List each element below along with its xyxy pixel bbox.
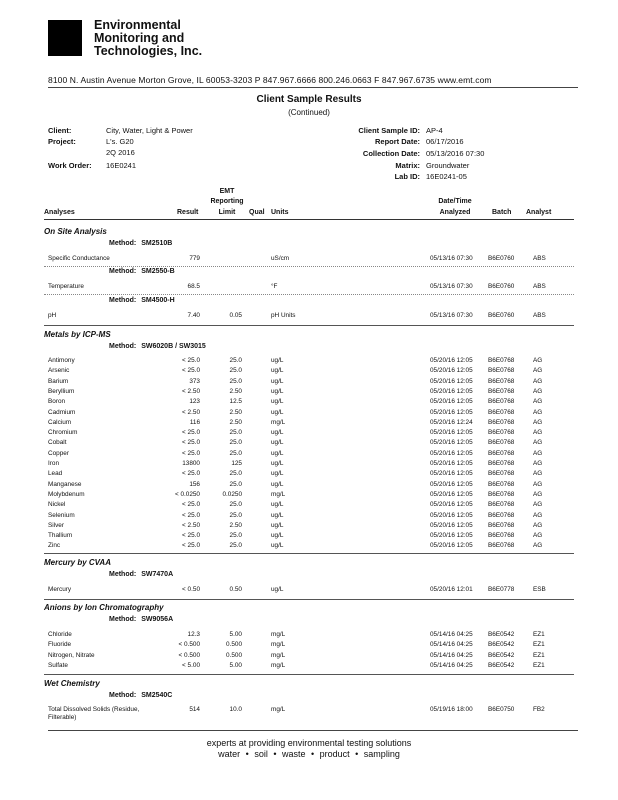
col-head-analyzed: Analyzed (439, 209, 471, 216)
company-name-line1: Environmental (94, 18, 181, 32)
method-label: Method: (109, 297, 137, 304)
analyte-result: 373 (189, 377, 200, 385)
analyte-units: ug/L (271, 542, 284, 550)
analyte-units: ug/L (271, 470, 284, 478)
table-row (0, 501, 618, 511)
analyte-batch: B6E0768 (488, 460, 515, 467)
section-divider (44, 599, 574, 600)
table-row (0, 491, 618, 501)
analyte-limit: 12.5 (229, 398, 242, 406)
method-label: Method: (109, 616, 137, 623)
project-value: L's. G20 (106, 137, 134, 146)
analyte-batch: B6E0768 (488, 367, 515, 375)
analyte-result: < 25.0 (182, 357, 200, 364)
analyte-analyst: AG (533, 418, 543, 426)
analyte-name: Selenium (48, 511, 75, 519)
analyte-analyst: ABS (533, 283, 546, 290)
analyte-name: Chromium (48, 429, 78, 437)
analyte-result: 68.5 (187, 283, 200, 290)
analyte-batch: B6E0768 (488, 542, 515, 550)
analyte-units: ug/L (271, 521, 284, 529)
table-row (0, 388, 618, 398)
analyte-name: Thallium (48, 532, 73, 540)
analyte-date: 05/20/16 12:05 (430, 501, 473, 509)
analyte-batch: B6E0768 (488, 449, 515, 457)
table-row (0, 429, 618, 439)
analyte-analyst: FB2 (533, 706, 545, 713)
analyte-batch: B6E0768 (488, 480, 515, 488)
analyte-units: ug/L (271, 377, 284, 385)
analyte-name: Iron (48, 460, 60, 467)
analyte-result: 12.3 (187, 631, 200, 638)
analyte-name: Arsenic (48, 367, 70, 375)
analyte-analyst: AG (533, 460, 543, 467)
analyte-limit: 125 (231, 460, 242, 467)
col-head-datetime: Date/Time (438, 198, 472, 205)
company-name (94, 19, 202, 58)
analyte-date: 05/20/16 12:05 (430, 532, 473, 540)
client-value: City, Water, Light & Power (106, 126, 193, 135)
footer-divider (48, 730, 578, 731)
method-value: SW9056A (141, 616, 174, 623)
analyte-units: ug/L (271, 429, 284, 437)
analyte-result: < 5.00 (182, 661, 200, 669)
analyte-units: ug/L (271, 586, 284, 593)
analyte-units: mg/L (271, 631, 286, 638)
method-label: Method: (109, 240, 137, 247)
analyte-result: < 25.0 (182, 470, 200, 478)
analyte-limit: 25.0 (229, 439, 242, 447)
analyte-name: Fluoride (48, 641, 72, 649)
analyte-name: Antimony (48, 357, 75, 364)
analyte-name: Mercury (48, 586, 72, 593)
analyte-result: < 2.50 (182, 387, 200, 395)
analyte-limit: 25.0 (229, 532, 242, 540)
table-row (0, 512, 618, 522)
method-line (109, 692, 172, 699)
method-label: Method: (109, 268, 137, 275)
analyte-units: mg/L (271, 490, 286, 498)
table-row (0, 357, 618, 367)
analyte-result: 779 (189, 255, 200, 262)
footer-tagline: experts at providing environmental testing solutions (206, 738, 412, 748)
table-row (0, 522, 618, 532)
matrix-value: Groundwater (426, 161, 470, 170)
analyte-name: Calcium (48, 418, 72, 426)
table-row (0, 631, 618, 641)
analyte-batch: B6E0768 (488, 398, 515, 406)
analyte-name-continued: Filterable) (48, 714, 77, 721)
analyte-batch: B6E0768 (488, 357, 515, 364)
workorder-label: Work Order: (48, 161, 92, 170)
analyte-date: 05/14/16 04:25 (430, 651, 473, 659)
analyte-date: 05/20/16 12:05 (430, 398, 473, 406)
analyte-units: ug/L (271, 357, 284, 364)
col-head-limit: Limit (218, 209, 236, 216)
analyte-limit: 0.50 (229, 586, 242, 593)
analyte-analyst: AG (533, 429, 543, 437)
analyte-analyst: AG (533, 357, 543, 364)
analyte-analyst: AG (533, 408, 543, 416)
analyte-batch: B6E0768 (488, 470, 515, 478)
analyte-batch: B6E0768 (488, 511, 515, 519)
analyte-batch: B6E0768 (488, 532, 515, 540)
column-header-divider (44, 219, 574, 220)
analyte-result: < 25.0 (182, 449, 200, 457)
lab-id-label: Lab ID: (394, 172, 420, 181)
analyte-units: mg/L (271, 651, 286, 659)
analyte-date: 05/20/16 12:01 (430, 586, 473, 593)
analyte-date: 05/13/16 07:30 (430, 312, 473, 319)
analyte-units: ug/L (271, 460, 284, 467)
col-head-analyses: Analyses (44, 209, 75, 216)
analyte-name: Cadmium (48, 408, 76, 416)
section-title-onsite: On Site Analysis (44, 227, 107, 236)
table-row (0, 481, 618, 491)
analyte-analyst: AG (533, 542, 543, 550)
analyte-limit: 10.0 (229, 706, 242, 713)
analyte-units: ug/L (271, 398, 284, 406)
method-value: SM2550-B (141, 268, 175, 275)
company-name-line2: Monitoring and (94, 31, 185, 45)
report-date-value: 06/17/2016 (426, 137, 464, 146)
analyte-batch: B6E0768 (488, 418, 515, 426)
method-value: SW7470A (141, 571, 174, 578)
table-row (0, 367, 618, 377)
analyte-units: mg/L (271, 661, 286, 669)
col-head-result: Result (177, 209, 199, 216)
analyte-limit: 2.50 (229, 418, 242, 426)
analyte-batch: B6E0768 (488, 501, 515, 509)
company-address: 8100 N. Austin Avenue Morton Grove, IL 60053-3203 P 847.967.6666 800.246.0663 F 847.967.6735 www.emt.com (48, 75, 492, 85)
col-head-reporting: Reporting (210, 198, 244, 205)
analyte-name: Nitrogen, Nitrate (48, 651, 95, 659)
analyte-name: Barium (48, 377, 69, 385)
table-row (0, 312, 618, 322)
analyte-result: < 25.0 (182, 429, 200, 437)
analyte-name: Sulfate (48, 661, 68, 669)
analyte-units: uS/cm (271, 255, 290, 262)
method-line (109, 268, 175, 275)
analyte-batch: B6E0768 (488, 521, 515, 529)
analyte-analyst: AG (533, 480, 543, 488)
analyte-analyst: AG (533, 387, 543, 395)
table-row (0, 662, 618, 672)
analyte-batch: B6E0760 (488, 283, 515, 290)
analyte-result: 156 (189, 480, 200, 488)
analyte-limit: 2.50 (229, 387, 242, 395)
analyte-date: 05/13/16 07:30 (430, 255, 473, 262)
analyte-name: Cobalt (48, 439, 67, 447)
analyte-batch: B6E0768 (488, 377, 515, 385)
col-head-batch: Batch (492, 209, 512, 216)
analyte-date: 05/14/16 04:25 (430, 661, 473, 669)
analyte-name: Silver (48, 521, 64, 529)
table-row (0, 378, 618, 388)
analyte-date: 05/20/16 12:05 (430, 511, 473, 519)
section-title-wetchem: Wet Chemistry (44, 679, 100, 688)
analyte-result: < 0.50 (182, 586, 200, 593)
method-value: SM2510B (141, 240, 173, 247)
table-row (0, 255, 618, 265)
col-head-analyst: Analyst (526, 209, 552, 216)
sample-id-label: Client Sample ID: (358, 126, 420, 135)
analyte-date: 05/20/16 12:05 (430, 439, 473, 447)
project-label: Project: (48, 137, 76, 146)
analyte-name: Lead (48, 470, 63, 478)
analyte-limit: 5.00 (229, 631, 242, 638)
analyte-units: mg/L (271, 641, 286, 649)
section-divider (44, 553, 574, 554)
analyte-batch: B6E0542 (488, 651, 515, 659)
method-value: SW6020B / SW3015 (141, 343, 206, 350)
company-logo (48, 20, 82, 56)
analyte-analyst: AG (533, 490, 543, 498)
analyte-date: 05/20/16 12:05 (430, 357, 473, 364)
table-row (0, 532, 618, 542)
analyte-units: ug/L (271, 408, 284, 416)
collection-date-value: 05/13/2016 07:30 (426, 149, 485, 158)
analyte-date: 05/20/16 12:05 (430, 387, 473, 395)
analyte-units: ug/L (271, 532, 284, 540)
analyte-name: Specific Conductance (48, 255, 110, 262)
analyte-analyst: EZ1 (533, 641, 545, 649)
analyte-analyst: ABS (533, 255, 546, 262)
analyte-result: < 25.0 (182, 542, 200, 550)
company-name-line3: Technologies, Inc. (94, 44, 203, 58)
method-line (109, 297, 175, 304)
analyte-units: ug/L (271, 501, 284, 509)
collection-date-label: Collection Date: (362, 149, 420, 158)
method-value: SM2540C (141, 692, 173, 699)
analyte-limit: 2.50 (229, 408, 242, 416)
project-period: 2Q 2016 (106, 148, 135, 157)
analyte-date: 05/14/16 04:25 (430, 641, 473, 649)
analyte-analyst: ESB (533, 586, 546, 593)
method-line (109, 571, 173, 578)
analyte-result: 123 (189, 398, 200, 406)
analyte-batch: B6E0750 (488, 706, 515, 713)
analyte-limit: 0.500 (226, 651, 242, 659)
method-label: Method: (109, 343, 137, 350)
analyte-limit: 25.0 (229, 511, 242, 519)
analyte-result: < 0.500 (178, 641, 200, 649)
footer-services: water • soil • waste • product • sampling (218, 749, 400, 759)
analyte-limit: 25.0 (229, 501, 242, 509)
report-title: Client Sample Results (256, 94, 362, 105)
analyte-limit: 25.0 (229, 470, 242, 478)
table-row (0, 419, 618, 429)
analyte-batch: B6E0768 (488, 387, 515, 395)
analyte-units: ug/L (271, 387, 284, 395)
analyte-analyst: AG (533, 511, 543, 519)
report-subtitle: (Continued) (288, 108, 330, 117)
analyte-name: Copper (48, 449, 69, 457)
table-row (0, 542, 618, 552)
analyte-analyst: EZ1 (533, 661, 545, 669)
analyte-date: 05/20/16 12:05 (430, 429, 473, 437)
analyte-batch: B6E0542 (488, 631, 515, 638)
table-row (0, 460, 618, 470)
analyte-analyst: EZ1 (533, 631, 545, 638)
workorder-value: 16E0241 (106, 161, 137, 170)
table-row (0, 470, 618, 480)
col-head-emt: EMT (219, 188, 235, 195)
analyte-batch: B6E0542 (488, 641, 515, 649)
section-title-anions: Anions by Ion Chromatography (44, 603, 164, 612)
client-label: Client: (48, 126, 72, 135)
analyte-date: 05/14/16 04:25 (430, 631, 473, 638)
analyte-name: Boron (48, 398, 66, 406)
analyte-date: 05/19/16 18:00 (430, 706, 473, 713)
analyte-analyst: AG (533, 501, 543, 509)
table-row (0, 641, 618, 651)
analyte-result: < 0.500 (178, 651, 200, 659)
analyte-date: 05/20/16 12:05 (430, 460, 473, 467)
analyte-limit: 25.0 (229, 357, 242, 364)
analyte-name: Nickel (48, 501, 66, 509)
analyte-analyst: AG (533, 377, 543, 385)
analyte-limit: 5.00 (229, 661, 242, 669)
analyte-result: < 25.0 (182, 501, 200, 509)
analyte-limit: 25.0 (229, 449, 242, 457)
analyte-date: 05/20/16 12:05 (430, 470, 473, 478)
analyte-date: 05/20/16 12:05 (430, 542, 473, 550)
analyte-analyst: ABS (533, 312, 546, 319)
analyte-analyst: AG (533, 367, 543, 375)
method-label: Method: (109, 692, 137, 699)
table-row (0, 409, 618, 419)
analyte-date: 05/20/16 12:05 (430, 521, 473, 529)
sample-id-value: AP-4 (426, 126, 443, 135)
analyte-result: < 2.50 (182, 408, 200, 416)
analyte-result: 514 (189, 706, 200, 713)
analyte-result: < 25.0 (182, 511, 200, 519)
analyte-analyst: AG (533, 449, 543, 457)
analyte-batch: B6E0778 (488, 586, 515, 593)
section-divider (44, 325, 574, 326)
col-head-units: Units (271, 209, 289, 216)
analyte-units: pH Units (271, 312, 296, 319)
method-label: Method: (109, 571, 137, 578)
analyte-name: Manganese (48, 480, 82, 488)
table-row (0, 450, 618, 460)
analyte-result: < 25.0 (182, 439, 200, 447)
analyte-analyst: AG (533, 398, 543, 406)
table-row-continued (0, 714, 618, 724)
method-line (109, 240, 172, 247)
analyte-name: Chloride (48, 631, 72, 638)
analyte-name: Total Dissolved Solids (Residue, (48, 706, 140, 713)
analyte-analyst: AG (533, 532, 543, 540)
matrix-label: Matrix: (395, 161, 420, 170)
analyte-units: ug/L (271, 367, 284, 375)
analyte-result: 7.40 (187, 312, 200, 319)
analyte-units: mg/L (271, 418, 286, 426)
analyte-date: 05/20/16 12:05 (430, 449, 473, 457)
table-row (0, 283, 618, 293)
analyte-units: °F (271, 283, 278, 290)
analyte-units: mg/L (271, 706, 286, 713)
analyte-date: 05/13/16 07:30 (430, 283, 473, 290)
section-title-metals: Metals by ICP-MS (44, 330, 111, 339)
method-line (109, 343, 206, 350)
analyte-units: ug/L (271, 511, 284, 519)
analyte-units: ug/L (271, 449, 284, 457)
analyte-name: Beryllium (48, 387, 75, 395)
table-row (0, 586, 618, 596)
analyte-date: 05/20/16 12:05 (430, 490, 473, 498)
analyte-date: 05/20/16 12:05 (430, 377, 473, 385)
analyte-batch: B6E0760 (488, 312, 515, 319)
analyte-name: pH (48, 312, 57, 319)
analyte-limit: 25.0 (229, 542, 242, 550)
analyte-limit: 0.0250 (222, 490, 242, 498)
analyte-analyst: AG (533, 470, 543, 478)
analyte-batch: B6E0768 (488, 429, 515, 437)
analyte-result: < 2.50 (182, 521, 200, 529)
method-line (109, 616, 173, 623)
row-divider (44, 266, 574, 267)
analyte-result: < 25.0 (182, 367, 200, 375)
analyte-name: Molybdenum (48, 490, 85, 498)
analyte-units: ug/L (271, 480, 284, 488)
section-divider (44, 674, 574, 675)
analyte-batch: B6E0768 (488, 439, 515, 447)
analyte-batch: B6E0768 (488, 490, 515, 498)
header-divider (48, 87, 578, 88)
analyte-result: 13800 (182, 460, 200, 467)
analyte-analyst: EZ1 (533, 651, 545, 659)
table-row (0, 398, 618, 408)
method-value: SM4500-H (141, 297, 175, 304)
lab-id-value: 16E0241-05 (426, 172, 467, 181)
analyte-limit: 0.05 (229, 312, 242, 319)
analyte-analyst: AG (533, 439, 543, 447)
table-row (0, 652, 618, 662)
analyte-units: ug/L (271, 439, 284, 447)
analyte-batch: B6E0760 (488, 255, 515, 262)
analyte-date: 05/20/16 12:05 (430, 480, 473, 488)
analyte-result: 116 (189, 418, 200, 426)
analyte-limit: 25.0 (229, 377, 242, 385)
analyte-date: 05/20/16 12:24 (430, 418, 473, 426)
analyte-limit: 2.50 (229, 521, 242, 529)
analyte-analyst: AG (533, 521, 543, 529)
analyte-result: < 0.0250 (174, 490, 200, 498)
table-row (0, 439, 618, 449)
section-title-mercury: Mercury by CVAA (44, 558, 111, 567)
analyte-batch: B6E0768 (488, 408, 515, 416)
analyte-limit: 25.0 (229, 367, 242, 375)
col-head-qual: Qual (249, 209, 265, 216)
analyte-result: < 25.0 (182, 532, 200, 540)
analyte-date: 05/20/16 12:05 (430, 367, 473, 375)
analyte-limit: 25.0 (229, 480, 242, 488)
analyte-batch: B6E0542 (488, 661, 515, 669)
row-divider (44, 294, 574, 295)
analyte-name: Zinc (48, 542, 61, 550)
analyte-date: 05/20/16 12:05 (430, 408, 473, 416)
report-date-label: Report Date: (374, 137, 420, 146)
analyte-limit: 0.500 (226, 641, 242, 649)
analyte-name: Temperature (48, 283, 84, 290)
analyte-limit: 25.0 (229, 429, 242, 437)
